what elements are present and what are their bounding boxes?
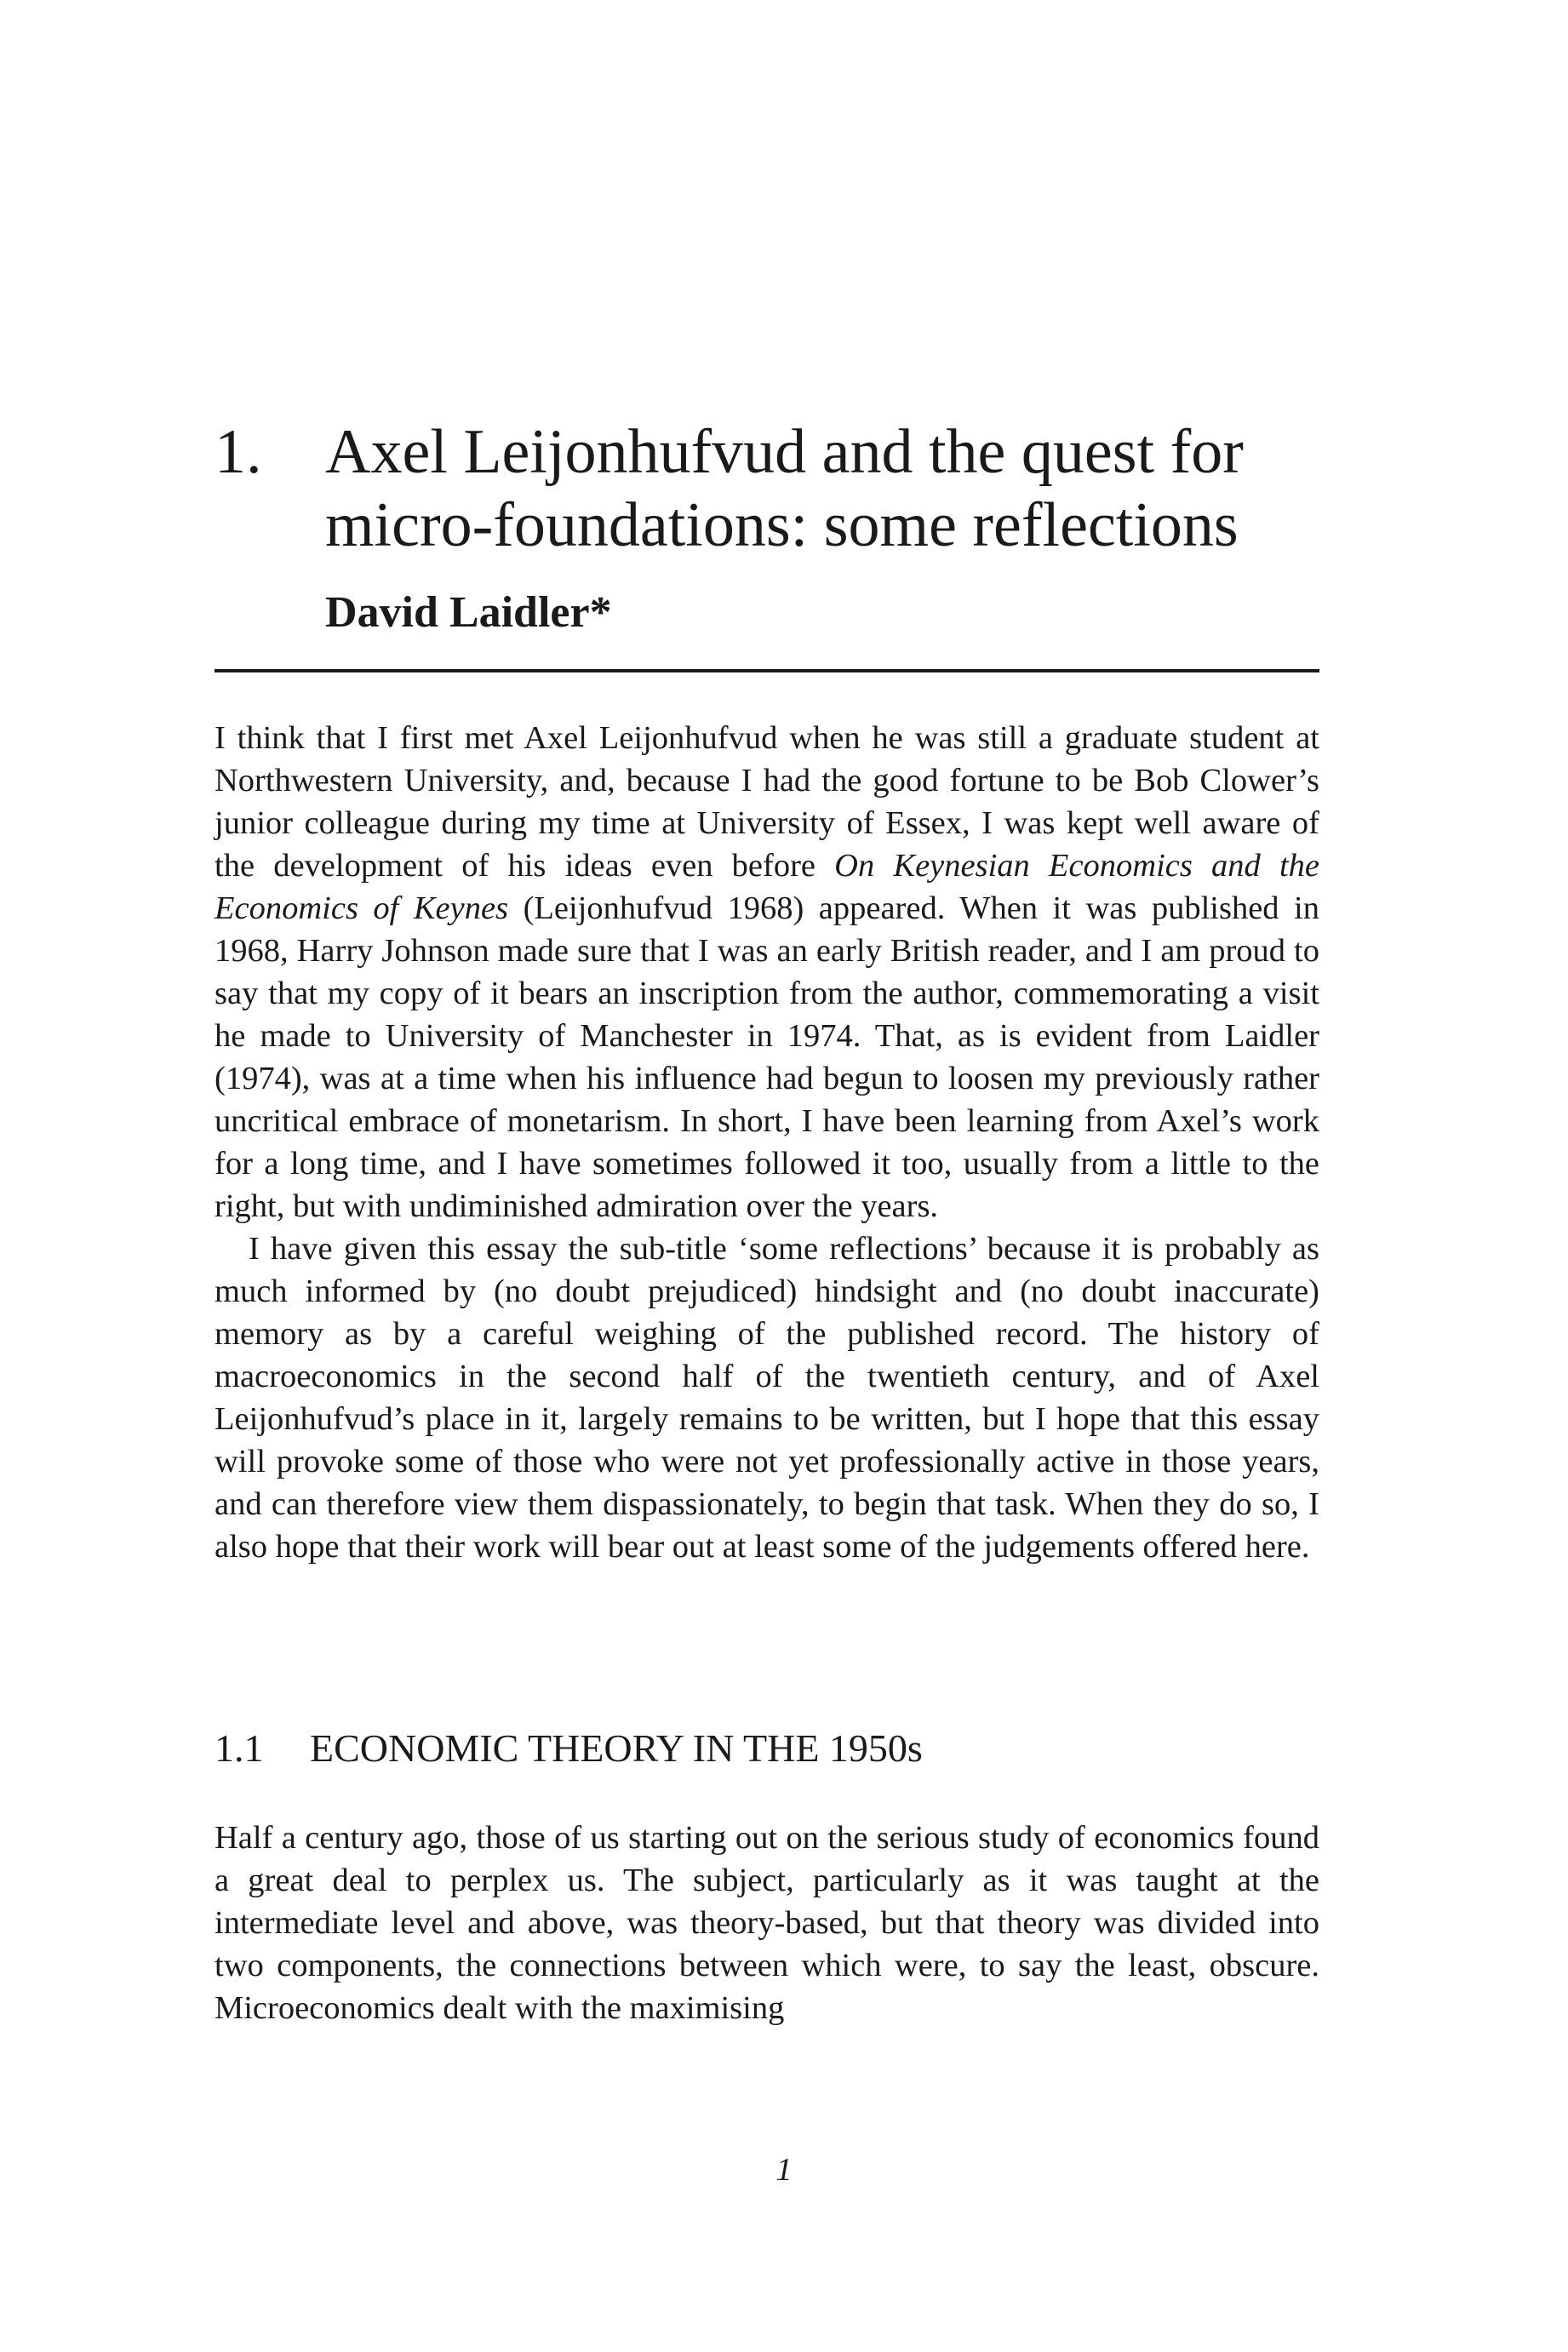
heading-rule	[215, 669, 1319, 672]
chapter-title: Axel Leijonhufvud and the quest for micro-foundations: some reflections	[325, 417, 1244, 560]
paragraph-2: I have given this essay the sub-title ‘some reflections’ because it is probably as much informed by (no doubt prejudiced) hindsight and (no doubt inaccurate) memory as by a careful weighing of the published record. The history of macroeconomics in the second half of the twentieth century, and of Axel Leijonhufvud’s place in it, largely remains to be written, but I hope that this essay will provoke some of those who were not yet professionally active in those years, and can therefore view them dispassionately, to begin that task. When they do so, I also hope that their work will bear out at least some of the judgements offered here.	[215, 1231, 1319, 1565]
paragraph-1	[215, 717, 1319, 1228]
section-number: 1.1	[215, 1726, 264, 1770]
paragraph-1-text-a: I think that I first met Axel Leijonhufvud when he was still a graduate student at Northwestern University, and, because I had the good fortune to be Bob Clower’s junior colleague during my time at University of Essex, I was kept well aware of the development of his ideas even before	[215, 720, 1319, 884]
paragraph-1-text-b: (Leijonhufvud 1968) appeared. When it was published in 1968, Harry Johnson made sure that I was an early British reader, and I am proud to say that my copy of it bears an inscription from the author, commemorating a visit he made to University of Manchester in 1974. That, as is evident from Laidler (1974), was at a time when his influence had begun to loosen my previously rather uncritical embrace of monetarism. In short, I have been learning from Axel’s work for a long time, and I have sometimes followed it too, usually from a little to the right, but with undiminished admiration over the years.	[215, 890, 1319, 1224]
chapter-author: David Laidler*	[325, 588, 612, 637]
section-title: ECONOMIC THEORY IN THE 1950s	[310, 1726, 923, 1770]
section-paragraph: Half a century ago, those of us starting out on the serious study of economics found a great deal to perplex us. The subject, particularly as it was taught at the intermediate level and above, was theory-based, but that theory was divided into two components, the connections between which were, to say the least, obscure. Microeconomics dealt with the maximising	[215, 1820, 1319, 2026]
page-number: 1	[775, 2152, 793, 2188]
section-text	[215, 1817, 1319, 2029]
intro-text	[215, 717, 1319, 1568]
chapter-number: 1.	[215, 417, 262, 487]
book-title-italic: On Keynesian Economics and the Economics of Keynes	[215, 848, 1319, 926]
section-heading	[215, 1723, 1319, 1774]
